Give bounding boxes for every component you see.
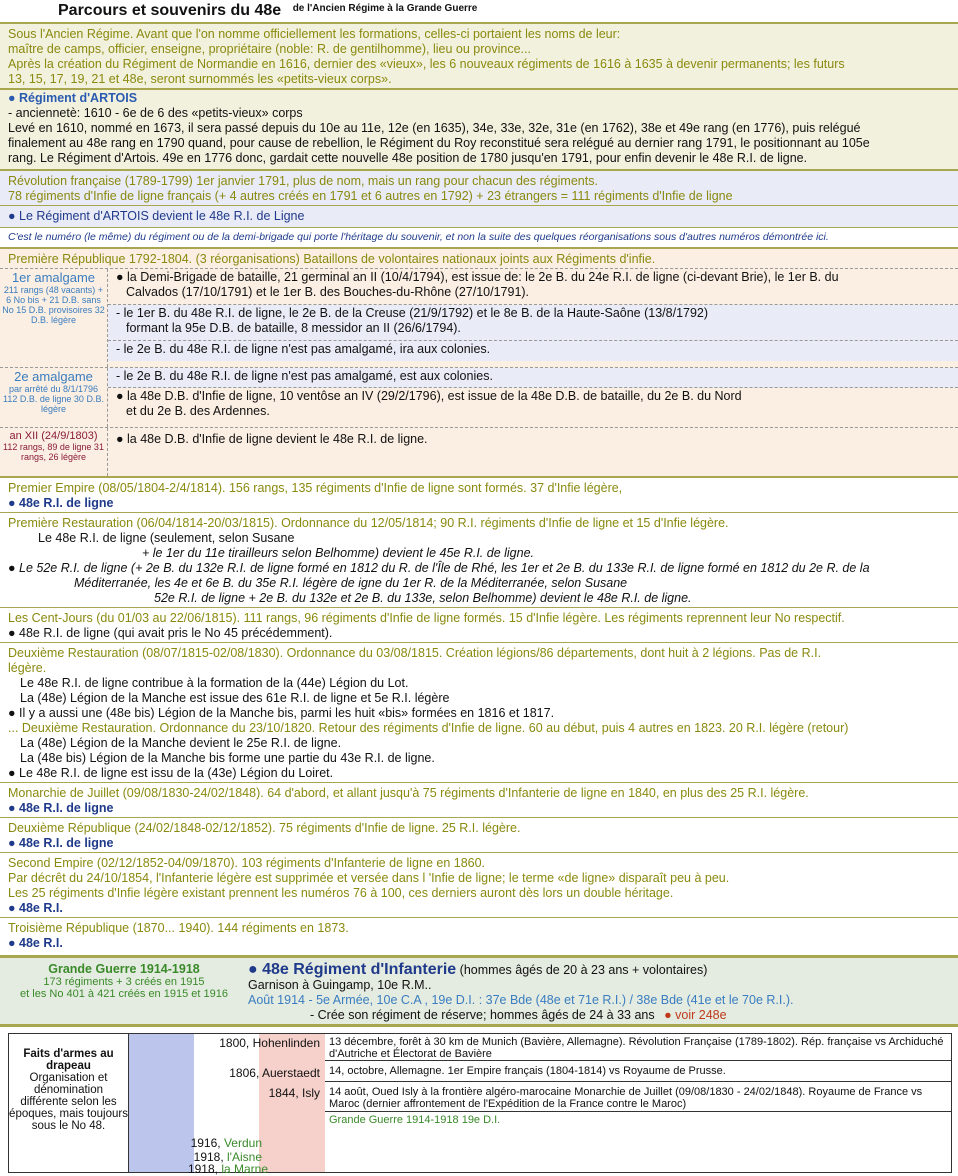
section-premier-empire	[0, 476, 958, 512]
flag-blue-band	[129, 1034, 194, 1172]
row-text: Calvados (17/10/1791) et le 1er B. des Bouches-du-Rhône (27/10/1791).	[126, 285, 530, 299]
restauration1-line: Le 48e R.I. de ligne (seulement, selon Susane	[38, 531, 295, 545]
header	[0, 0, 958, 22]
battle-desc: 14, octobre, Allemagne. 1er Empire français (1804-1814) vs Royaume de Prusse.	[325, 1061, 951, 1082]
row-text: formant la 95e D.B. de bataille, 8 messidor an II (26/6/1794).	[126, 321, 461, 335]
revolution-devient: ● Le Régiment d'ARTOIS devient le 48e R.I. de Ligne	[0, 205, 958, 227]
ancien-line: maître de camps, officier, enseigne, propriétaire (noble: R. de gentilhomme), lieu ou province...	[8, 42, 531, 56]
flag-red-band	[259, 1034, 325, 1172]
empire1-line: Premier Empire (08/05/1804-2/4/1814). 156 rangs, 135 régiments d'Infie de ligne sont formés. 37 d'Infie légère,	[8, 481, 623, 495]
faits-desc: Organisation et dénomination différente selon les époques, mais toujours sous le No 48.	[9, 1072, 128, 1132]
ancien-line: 13, 15, 17, 19, 21 et 48e, seront surnommés les «petits-vieux corps».	[8, 72, 392, 86]
row-text: ● la 48e D.B. d'Infie de ligne, 10 ventôse an IV (29/2/1796), est issue de la 48e D.B. de bataille, du 2e B. du Nord	[116, 389, 742, 403]
revolution-note: C'est le numéro (le même) du régiment ou de la demi-brigade qui porte l'héritage du souvenir, et non la suite des quelques réorganisations sous d'autres numéros démontrée ici.	[0, 227, 958, 247]
section-revolution	[0, 169, 958, 205]
restauration2-line: ● Il y a aussi une (48e bis) Légion de la Manche bis, parmi les huit «bis» formées en 1816 et 1817.	[8, 706, 555, 720]
row-text: et du 2e B. des Ardennes.	[126, 404, 270, 418]
restauration1-line: Méditerranée, les 4e et 6e B. du 35e R.I. légère de igne du 1er R. de la Méditerranée, selon Susane	[74, 576, 628, 590]
battle-desc: Grande Guerre 1914-1918 19e D.I.	[329, 1114, 501, 1126]
amalgame1-rows	[108, 269, 958, 367]
republique3-regiment: ● 48e R.I.	[8, 936, 63, 950]
amalgame1-row: - le 2e B. du 48e R.I. de ligne n'est pas amalgamé, ira aux colonies.	[108, 341, 958, 361]
amalgame1-label	[0, 269, 108, 367]
guerre-line: Garnison à Guingamp, 10e R.M..	[248, 978, 432, 992]
an12-label	[0, 428, 108, 476]
guerre-line: - Crée son régiment de réserve; hommes âgés de 24 à 33 ans	[310, 1008, 655, 1022]
row-text: - le 1er B. du 48e R.I. de ligne, le 2e B. de la Creuse (21/9/1792) et le 8e B. de la Haute-Saône (13/8/1792)	[116, 306, 709, 320]
battle-year: 1918, l'Aisne	[193, 1150, 262, 1164]
centjours-regiment: ● 48e R.I. de ligne (qui avait pris le No 45 précédemment).	[8, 626, 333, 640]
battle-year: 1916, Verdun	[190, 1136, 262, 1150]
guerre-right	[248, 958, 958, 1024]
juillet-regiment: ● 48e R.I. de ligne	[8, 801, 114, 815]
restauration1-line: Première Restauration (06/04/1814-20/03/1815). Ordonnance du 12/05/1814; 90 R.I. régiments d'Infie de ligne et 15 d'Infie légère.	[8, 516, 729, 530]
amalgame1-row	[108, 305, 958, 341]
voir-248-link[interactable]: ● voir 248e	[664, 1008, 727, 1022]
empire2-line: Second Empire (02/12/1852-04/09/1870). 103 régiments d'Infanterie de ligne en 1860.	[8, 856, 486, 870]
guerre-line-3	[248, 1008, 958, 1023]
revolution-line: Révolution française (1789-1799) 1er janvier 1791, plus de nom, mais un rang pour chacun des régiments.	[8, 174, 598, 188]
restauration1-line: 52e R.I. de ligne + 2e B. du 132e et 2e B. du 133e, selon Belhomme) devient le 48e R.I. de ligne.	[154, 591, 692, 605]
amalgame1-note: 211 rangs (48 vacants) + 6 No bis + 21 D.B. sans No 15 D.B. provisoires 32 D.B. légère	[2, 285, 105, 325]
battle-year: 1844, Isly	[268, 1086, 320, 1100]
republique2-line: Deuxième République (24/02/1848-02/12/1852). 75 régiments d'Infie de ligne. 25 R.I. légère.	[8, 821, 521, 835]
amalgame2-title: 2e amalgame	[14, 369, 93, 384]
republique2-regiment: ● 48e R.I. de ligne	[8, 836, 114, 850]
ancien-line: Sous l'Ancien Régime. Avant que l'on nomme officiellement les formations, celles-ci portaient les noms de leur:	[8, 27, 621, 41]
restauration2-line: La (48e) Légion de la Manche devient le 25e R.I. de ligne.	[20, 736, 342, 750]
amalgame2-note: par arrêté du 8/1/1796 112 D.B. de ligne 30 D.B. légère	[3, 384, 104, 414]
page-subtitle: de l'Ancien Régime à la Grande Guerre	[292, 3, 478, 14]
section-premiere-restauration	[0, 512, 958, 607]
page-title: Parcours et souvenirs du 48e	[58, 2, 282, 19]
amalgame2-rows	[108, 368, 958, 427]
amalgame1	[0, 268, 958, 367]
flag-column	[129, 1034, 325, 1176]
an12-note: 112 rangs, 89 de ligne 31 rangs, 26 légère	[3, 442, 104, 462]
section-ancien-regime	[0, 22, 958, 88]
amalgame2	[0, 367, 958, 427]
faits-darmes	[8, 1033, 952, 1176]
amalgame2-row: - le 2e B. du 48e R.I. de ligne n'est pas amalgamé, est aux colonies.	[108, 368, 958, 388]
juillet-line: Monarchie de Juillet (09/08/1830-24/02/1848). 64 d'abord, et allant jusqu'à 75 régiments d'Infanterie de ligne en 1840, en plus des 25 R.I. légère.	[8, 786, 809, 800]
centjours-line: Les Cent-Jours (du 01/03 au 22/06/1815). 111 rangs, 96 régiments d'Infie de ligne formés. 15 d'Infie légère. Les régiments reprennent leur No respectif.	[8, 611, 845, 625]
faits-title: Faits d'armes au drapeau	[23, 1048, 114, 1072]
empire1-regiment: ● 48e R.I. de ligne	[8, 496, 114, 510]
guerre-left-line: 173 régiments + 3 créés en 1915	[43, 976, 205, 988]
artois-line: rang. Le Régiment d'Artois. 49e en 1776 donc, gardait cette nouvelle 48e position de 1780 jusqu'en 1791, pour enfin devenir le 48e R.I. de ligne.	[8, 151, 808, 165]
battle-desc: 14 août, Oued Isly à la frontière algéro-marocaine Monarchie de Juillet (09/08/1830 - 24/02/1848). Royaume de France vs Maroc (dernier affrontement de l'Expédition de la France contre le Maroc)	[325, 1082, 951, 1112]
section-artois	[0, 88, 958, 169]
amalgame2-row	[108, 388, 958, 426]
ancien-line: Après la création du Régiment de Normandie en 1616, dernier des «vieux», les 6 nouveaux régiments de 1616 à 1635 à devenir permanents; les futurs	[8, 57, 845, 71]
amalgame1-row	[108, 269, 958, 305]
revolution-line: 78 régiments d'Infie de ligne français (+ 4 autres créés en 1791 et 6 autres en 1792) + 23 étrangers = 111 régiments d'Infie de ligne	[8, 189, 733, 203]
row-text: ● la Demi-Brigade de bataille, 21 germinal an II (10/4/1794), est issue de: le 2e B. du 24e R.I. de ligne (ci-devant Brie), le 1er B. du	[116, 270, 839, 284]
battle-year: 1800, Hohenlinden	[219, 1036, 320, 1050]
restauration2-line: La (48e bis) Légion de la Manche bis forme une partie du 43e R.I. de ligne.	[20, 751, 435, 765]
restauration2-line: Le 48e R.I. de ligne contribue à la formation de la (44e) Légion du Lot.	[20, 676, 409, 690]
restauration2-line: légère.	[8, 661, 47, 675]
section-second-empire	[0, 852, 958, 917]
battle-descriptions	[325, 1034, 951, 1172]
republique1-title: Première République 1792-1804. (3 réorganisations) Bataillons de volontaires nationaux joints aux Régiments d'infie.	[0, 247, 958, 268]
guerre-left	[0, 958, 248, 1024]
artois-line: Levé en 1610, nommé en 1673, il sera passé depuis du 10e au 11e, 12e (en 1635), 34e, 33e, 32e, 31e (en 1762), 38e et 49e rang (en 1776), puis relégué	[8, 121, 861, 135]
guerre-left-title: Grande Guerre 1914-1918	[48, 962, 200, 976]
restauration1-line: + le 1er du 11e tirailleurs selon Belhomme) devient le 45e R.I. de ligne.	[142, 546, 535, 560]
section-grande-guerre	[0, 955, 958, 1027]
an12	[0, 427, 958, 476]
an12-row: ● la 48e D.B. d'Infie de ligne devient le 48e R.I. de ligne.	[116, 432, 428, 446]
battle-year: 1918, la Marne	[187, 1162, 268, 1176]
battle-year: 1806, Auerstaedt	[229, 1066, 320, 1080]
restauration2-line: ● Le 48e R.I. de ligne est issu de la (43e) Légion du Loiret.	[8, 766, 334, 780]
section-deuxieme-restauration	[0, 642, 958, 782]
republique3-line: Troisième République (1870... 1940). 144 régiments en 1873.	[8, 921, 349, 935]
guerre-title-note: (hommes âgés de 20 à 23 ans + volontaires)	[459, 963, 708, 977]
amalgame1-title: 1er amalgame	[11, 270, 96, 285]
empire2-line: Par décrêt du 24/10/1854, l'Infanterie légère est supprimée et versée dans l 'Infie de ligne; le terme «de ligne» disparaît peu à peu.	[8, 871, 730, 885]
artois-title: ● Régiment d'ARTOIS	[8, 91, 138, 105]
section-deuxieme-republique	[0, 817, 958, 852]
artois-line: - anciennetè: 1610 - 6e de 6 des «petits-vieux» corps	[8, 106, 303, 120]
section-monarchie-juillet	[0, 782, 958, 817]
restauration1-line: ● Le 52e R.I. de ligne (+ 2e B. du 132e R.I. de ligne formé en 1812 du R. de l'Île de Rhé, les 1er et 2e B. du 133e R.I. de ligne formé en 1812 du 2e R. de la	[8, 561, 870, 575]
guerre-title-row	[248, 962, 958, 978]
restauration2-line: Deuxième Restauration (08/07/1815-02/08/1830). Ordonnance du 03/08/1815. Création légions/86 départements, dont huit à 2 légions. Pas de R.I.	[8, 646, 822, 660]
restauration2-line: La (48e) Légion de la Manche est issue des 61e R.I. de ligne et 5e R.I. légère	[20, 691, 450, 705]
battle-desc: 13 décembre, forêt à 30 km de Munich (Bavière, Allemagne). Révolution Française (1789-1802). Rép. française vs Archiduché d'Autriche et Électorat de Bavière	[325, 1034, 951, 1061]
guerre-line: Août 1914 - 5e Armée, 10e C.A , 19e D.I. : 37e Bde (48e et 71e R.I.) / 38e Bde (41e et le 70e R.I.).	[248, 993, 794, 1007]
section-cent-jours	[0, 607, 958, 642]
guerre-title: ● 48e Régiment d'Infanterie	[248, 961, 457, 978]
artois-line: finalement au 48e rang en 1790 quand, pour cause de rebellion, le Régiment du Roy reconstitué sera relégué au dernier rang 1791, le positionnant au 105e	[8, 136, 870, 150]
guerre-left-line: et les No 401 à 421 créés en 1915 et 1916	[20, 988, 228, 1000]
faits-label	[9, 1034, 129, 1172]
section-troisieme-republique	[0, 917, 958, 955]
amalgame2-label	[0, 368, 108, 427]
restauration2-line: ... Deuxième Restauration. Ordonnance du 23/10/1820. Retour des régiments d'Infie de ligne. 60 au début, puis 4 autres en 1823. 20 R.I. légère (retour)	[8, 721, 849, 735]
empire2-regiment: ● 48e R.I.	[8, 901, 63, 915]
an12-title: an XII (24/9/1803)	[9, 430, 98, 442]
empire2-line: Les 25 régiments d'Infie légère existant prennent les numéros 76 à 100, ces derniers auront dès lors un double héritage.	[8, 886, 674, 900]
